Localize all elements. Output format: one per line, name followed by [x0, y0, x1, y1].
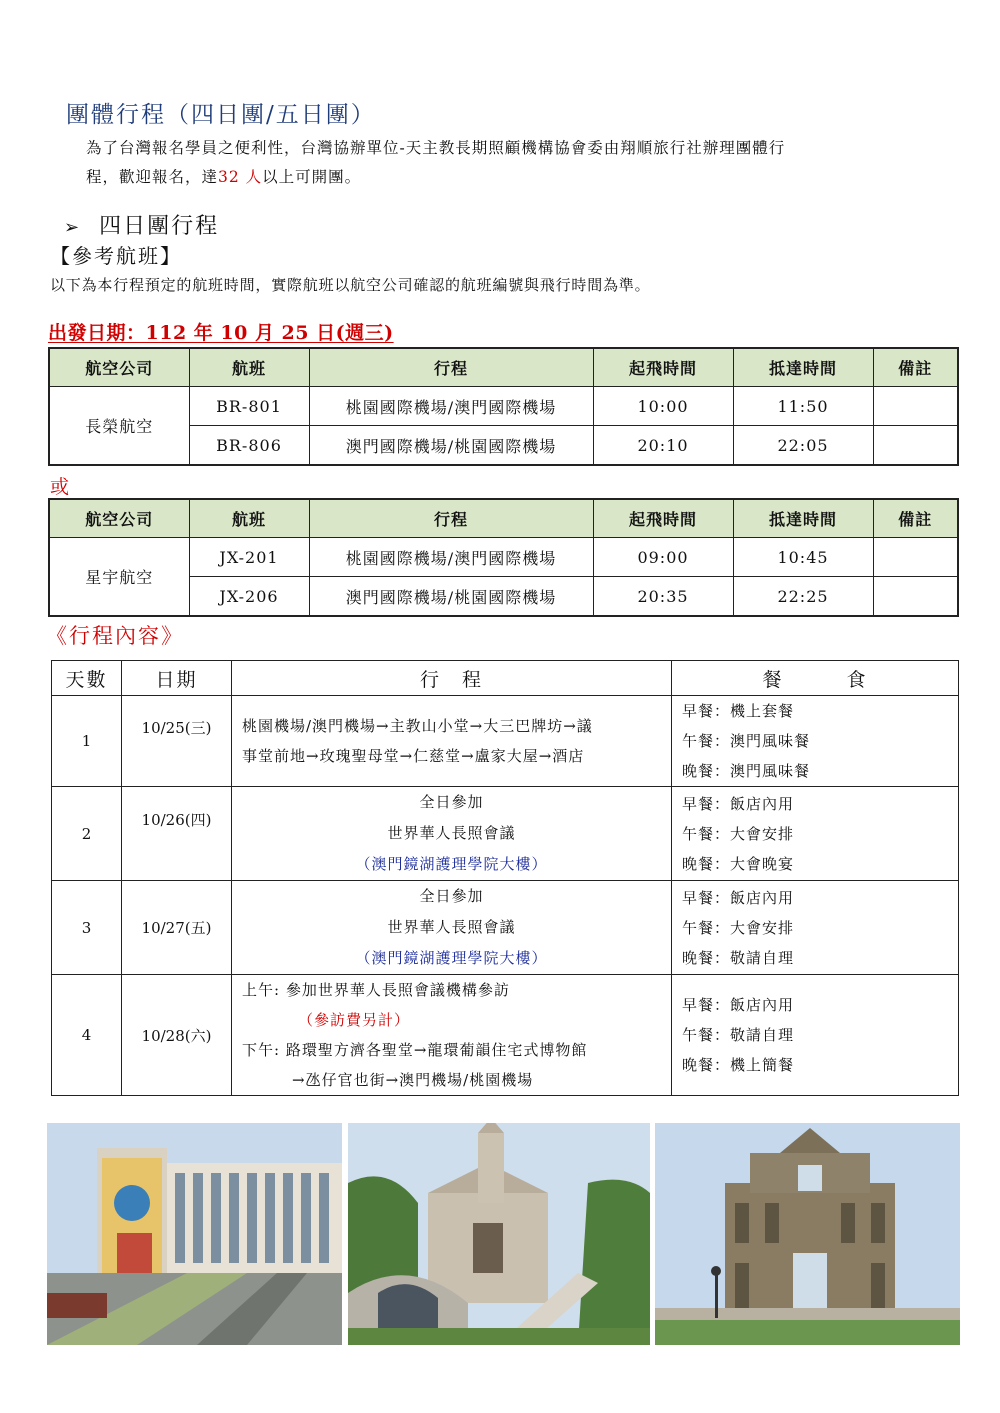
note-cell: [873, 577, 958, 617]
departure-time: 20:10: [593, 426, 733, 466]
day-date: [122, 787, 232, 881]
table-row: [49, 387, 958, 426]
table-row: [52, 975, 959, 1096]
flight-table-starlux: [48, 498, 959, 617]
meal-breakfast: 早餐：飯店內用: [682, 794, 795, 813]
day-route: [232, 881, 672, 975]
meal-dinner: 晚餐：敬請自理: [682, 948, 795, 967]
airline-cell: 星宇航空: [49, 538, 189, 617]
table-row: [49, 538, 958, 577]
col-route: 行 程: [232, 661, 672, 696]
intro-line-1: 為了台灣報名學員之便利性，台灣協辦單位-天主教長期照顧機構協會委由翔順旅行社辦理團體行: [86, 139, 786, 157]
arrival-time: 10:45: [733, 538, 873, 577]
table-row: [52, 696, 959, 787]
four-day-heading: [64, 209, 219, 240]
meal-breakfast: 早餐：飯店內用: [682, 996, 795, 1014]
day-number: 4: [52, 975, 122, 1096]
route-line: 全日參加: [419, 793, 484, 811]
col-airline: 航空公司: [49, 499, 189, 538]
intro-line-2-post: 以上可開團。: [262, 168, 362, 186]
route-line: 事堂前地→玫瑰聖母堂→仁慈堂→盧家大屋→酒店: [242, 747, 585, 765]
day-route: [232, 787, 672, 881]
col-arrival: 抵達時間: [733, 499, 873, 538]
ref-flights-description: 以下為本行程預定的航班時間，實際航班以航空公司確認的航班編號與飛行時間為準。: [50, 276, 651, 294]
intro-line-2: [86, 163, 956, 192]
arrival-time: 22:25: [733, 577, 873, 617]
day-meals: [672, 696, 959, 787]
min-participants: 32 人: [218, 168, 263, 186]
day-meals: [672, 881, 959, 975]
note-cell: [873, 426, 958, 466]
flight-route: 桃園國際機場/澳門國際機場: [309, 387, 593, 426]
col-route: 行程: [309, 499, 593, 538]
itinerary-header-row: [52, 661, 959, 696]
departure-time: 20:35: [593, 577, 733, 617]
col-departure: 起飛時間: [593, 499, 733, 538]
flight-route: 桃園國際機場/澳門國際機場: [309, 538, 593, 577]
section-title: 團體行程（四日團/五日團）: [66, 102, 376, 128]
col-day: 天數: [52, 661, 122, 696]
flight-number: JX-206: [189, 577, 309, 617]
route-line: 世界華人長照會議: [387, 918, 516, 936]
flight-header-row: [49, 499, 958, 538]
meal-lunch: 午餐：大會安排: [682, 918, 795, 937]
flight-table-eva: [48, 347, 959, 466]
col-flight: 航班: [189, 348, 309, 387]
day-route: [232, 975, 672, 1096]
departure-time: 10:00: [593, 387, 733, 426]
day-date: [122, 696, 232, 787]
flight-number: BR-801: [189, 387, 309, 426]
route-line: 下午: 路環聖方濟各聖堂→龍環葡韻住宅式博物館: [242, 1041, 588, 1059]
photo-chapel: [348, 1123, 650, 1345]
day-number: 1: [52, 696, 122, 787]
ref-flights-heading: 【參考航班】: [50, 244, 182, 268]
col-arrival: 抵達時間: [733, 348, 873, 387]
route-line: 世界華人長照會議: [387, 824, 516, 842]
table-row: [52, 881, 959, 975]
flight-number: JX-201: [189, 538, 309, 577]
meal-dinner: 晚餐：機上簡餐: [682, 1056, 795, 1074]
route-line: 桃園機場/澳門機場→主教山小堂→大三巴牌坊→議: [242, 717, 593, 735]
col-note: 備註: [873, 499, 958, 538]
day-date: 10/27(五): [122, 881, 232, 975]
col-departure: 起飛時間: [593, 348, 733, 387]
photo-ruins-st-paul: [655, 1123, 960, 1345]
col-flight: 航班: [189, 499, 309, 538]
itinerary-table: [51, 660, 959, 1096]
flight-number: BR-806: [189, 426, 309, 466]
route-line: 上午: 參加世界華人長照會議機構參訪: [242, 981, 510, 999]
route-venue: （澳門鏡湖護理學院大樓）: [355, 949, 548, 967]
day-date-text: 10/26(四): [141, 811, 212, 829]
photo-modern-building: [47, 1123, 342, 1345]
departure-date: 出發日期：112 年 10 月 25 日(週三): [48, 322, 394, 344]
day-route: [232, 696, 672, 787]
meal-lunch: 午餐：澳門風味餐: [682, 732, 811, 750]
arrival-time: 11:50: [733, 387, 873, 426]
note-cell: [873, 538, 958, 577]
arrival-time: 22:05: [733, 426, 873, 466]
meal-dinner: 晚餐：澳門風味餐: [682, 762, 811, 780]
col-meals: 餐 食: [672, 661, 959, 696]
col-date: 日期: [122, 661, 232, 696]
col-airline: 航空公司: [49, 348, 189, 387]
chapel-illustration: [348, 1123, 650, 1345]
meal-dinner: 晚餐：大會晚宴: [682, 854, 795, 873]
airline-cell: 長榮航空: [49, 387, 189, 466]
flight-route: 澳門國際機場/桃園國際機場: [309, 426, 593, 466]
meal-lunch: 午餐：敬請自理: [682, 1026, 795, 1044]
arrow-bullet-icon: ➢: [64, 217, 82, 238]
day-number: 3: [52, 881, 122, 975]
departure-time: 09:00: [593, 538, 733, 577]
day-number: 2: [52, 787, 122, 881]
ruins-illustration: [655, 1123, 960, 1345]
intro-paragraph: [86, 134, 956, 192]
flight-header-row: [49, 348, 958, 387]
meal-breakfast: 早餐：飯店內用: [682, 888, 795, 907]
route-venue: （澳門鏡湖護理學院大樓）: [355, 855, 548, 873]
route-line: 全日參加: [419, 887, 484, 905]
day-meals: [672, 787, 959, 881]
intro-line-2-pre: 程，歡迎報名，達: [86, 168, 219, 186]
four-day-heading-text: 四日團行程: [99, 214, 220, 239]
col-route: 行程: [309, 348, 593, 387]
building-illustration: [47, 1123, 342, 1345]
table-row: [52, 787, 959, 881]
day-meals: [672, 975, 959, 1096]
or-label: 或: [50, 476, 70, 498]
col-note: 備註: [873, 348, 958, 387]
meal-breakfast: 早餐：機上套餐: [682, 702, 795, 720]
day-date: 10/28(六): [122, 975, 232, 1096]
flight-route: 澳門國際機場/桃園國際機場: [309, 577, 593, 617]
route-line: →氹仔官也街→澳門機場/桃園機場: [292, 1071, 534, 1089]
itinerary-heading: 《行程內容》: [46, 624, 184, 648]
note-cell: [873, 387, 958, 426]
day-date-text: 10/25(三): [141, 718, 212, 737]
route-fee-note: （參訪費另計）: [298, 1011, 411, 1029]
meal-lunch: 午餐：大會安排: [682, 824, 795, 843]
